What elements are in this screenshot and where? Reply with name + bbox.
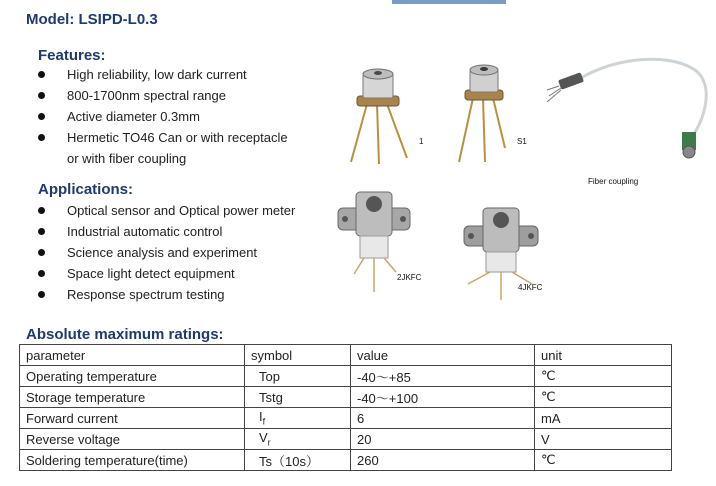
applications-heading: Applications: (38, 181, 134, 198)
unit-cell: mA (535, 408, 672, 429)
table-row (20, 387, 672, 408)
ratings-table (19, 344, 672, 471)
column-header: value (351, 345, 535, 366)
application-item: Response spectrum testing (38, 284, 295, 305)
column-header: symbol (245, 345, 351, 366)
table-row (20, 366, 672, 387)
column-header: parameter (20, 345, 245, 366)
caption-1: 1 (419, 137, 424, 146)
top-accent-bar (392, 0, 506, 4)
to46-can-image (345, 66, 415, 166)
fiber-coupling-image (545, 40, 711, 160)
column-header: unit (535, 345, 672, 366)
applications-list (38, 200, 295, 305)
table-header-row (20, 345, 672, 366)
symbol-text: I (259, 409, 263, 425)
table-row (20, 429, 672, 450)
caption-4jkfc: 4JKFC (518, 283, 543, 292)
unit-cell: ℃ (535, 366, 672, 387)
feature-continuation: or with fiber coupling (67, 151, 187, 166)
table-row (20, 408, 672, 429)
caption-s1: S1 (517, 137, 527, 146)
feature-item: 800-1700nm spectral range (38, 85, 288, 106)
value-cell: -40～+85 (351, 366, 535, 387)
features-list (38, 64, 288, 148)
symbol-subscript: f (262, 416, 266, 427)
table-row (20, 450, 672, 471)
feature-item: Active diameter 0.3mm (38, 106, 288, 127)
application-item: Industrial automatic control (38, 221, 295, 242)
parameter-cell: Soldering temperature(time) (20, 450, 245, 471)
application-item: Science analysis and experiment (38, 242, 295, 263)
value-cell: -40～+100 (351, 387, 535, 408)
unit-cell: ℃ (535, 387, 672, 408)
caption-2jkfc: 2JKFC (397, 273, 422, 282)
application-item: Space light detect equipment (38, 263, 295, 284)
symbol-cell: Tstg (245, 387, 351, 408)
symbol-subscript: r (267, 437, 271, 448)
symbol-cell (245, 429, 351, 450)
symbol-cell (245, 408, 351, 429)
parameter-cell: Reverse voltage (20, 429, 245, 450)
to46-s1-image (455, 62, 515, 164)
value-cell: 6 (351, 408, 535, 429)
value-cell: 260 (351, 450, 535, 471)
parameter-cell: Operating temperature (20, 366, 245, 387)
unit-cell: ℃ (535, 450, 672, 471)
symbol-cell: Ts（10s） (245, 450, 351, 471)
application-item: Optical sensor and Optical power meter (38, 200, 295, 221)
unit-cell: V (535, 429, 672, 450)
value-cell: 20 (351, 429, 535, 450)
symbol-cell: Top (245, 366, 351, 387)
features-heading: Features: (38, 47, 106, 64)
parameter-cell: Forward current (20, 408, 245, 429)
symbol-text: V (259, 430, 268, 446)
parameter-cell: Storage temperature (20, 387, 245, 408)
feature-item: Hermetic TO46 Can or with receptacle (38, 127, 288, 148)
ratings-heading: Absolute maximum ratings: (26, 326, 224, 343)
feature-item: High reliability, low dark current (38, 64, 288, 85)
caption-fiber-coupling: Fiber coupling (588, 177, 639, 186)
model-title: Model: LSIPD-L0.3 (26, 11, 158, 28)
